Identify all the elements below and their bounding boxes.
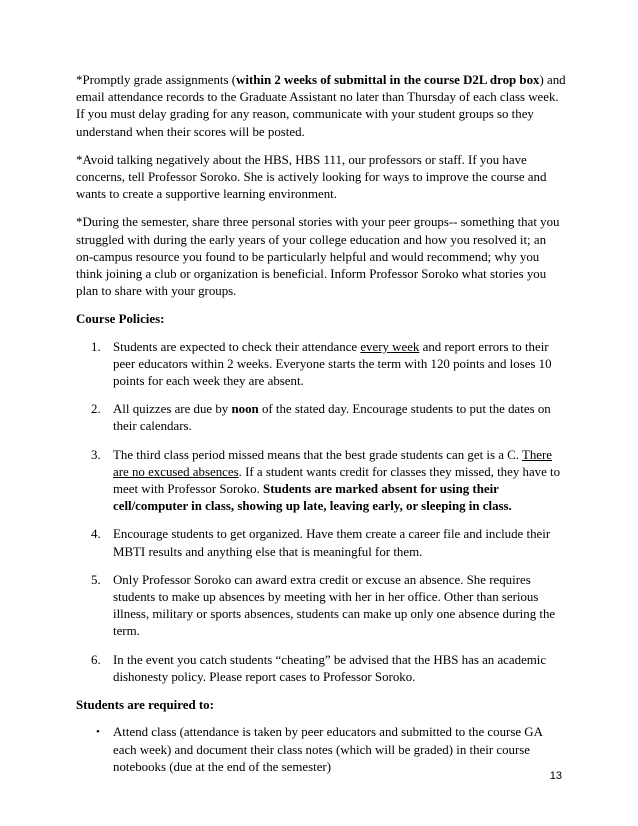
policy-text: All quizzes are due by	[113, 402, 232, 417]
policy-number: 3.	[91, 447, 101, 462]
policy-text: Only Professor Soroko can award extra credit or excuse an absence. She requires students to make up absences by meeting with her in her office. Other than serious illness, military or sports absences, students can make up only one absence during the term.	[113, 572, 556, 639]
students-required-heading: Students are required to:	[76, 698, 214, 713]
policy-text: Students are expected to check their attendance	[113, 339, 361, 354]
policy-text: . If a student wants credit for classes they missed, they have to meet with Professor Soroko.	[113, 464, 561, 497]
policy-number: 5.	[91, 572, 101, 587]
policy-item-3	[76, 447, 566, 516]
policy-number: 1.	[91, 339, 101, 354]
grading-text-end: ) and email attendance records to the Graduate Assistant no later than Thursday of each class week. If you must delay grading for any reason, communicate with your student groups so they understand when their scores will be posted.	[76, 73, 566, 139]
grading-deadline-bold: within 2 weeks of submittal in the course D2L drop box	[236, 73, 540, 87]
policy-number: 4.	[91, 527, 101, 542]
course-policies-list	[76, 339, 566, 686]
policy-number: 2.	[91, 402, 101, 417]
policy-text: of the stated day. Encourage students to put the dates on their calendars.	[113, 402, 551, 434]
policy-text: and report errors to their peer educators within 2 weeks. Everyone starts the term with 120 points and loses 10 points for each week they are absent.	[113, 339, 552, 389]
policy-underlined-text: every week	[360, 339, 420, 354]
policy-text: The third class period missed means that the best grade students can get is a C.	[113, 447, 522, 462]
policy-item-4	[76, 526, 566, 560]
document-page	[76, 72, 566, 776]
paragraph-personal-stories: *During the semester, share three personal stories with your peer groups-- something that you struggled with during the early years of your college education and how you resolved it; an on-campus resource you found to be particularly helpful and would recommend; why you think joining a club or organization is beneficial. Inform Professor Soroko what stories you plan to share with your groups.	[76, 215, 560, 299]
grading-text-start: *Promptly grade assignments (	[76, 73, 237, 87]
policy-number: 6.	[91, 652, 101, 667]
paragraph-grading	[76, 72, 566, 141]
required-item-text: Attend class (attendance is taken by peer educators and submitted to the course GA each week) and document their class notes (which will be graded) in their course notebooks (due at the end of the semester)	[113, 725, 543, 774]
required-item-1	[76, 724, 566, 776]
course-policies-heading: Course Policies:	[76, 312, 165, 327]
policy-underlined-text: There are no excused absences	[113, 447, 553, 479]
policy-item-5	[76, 572, 566, 641]
policy-bold-text: Students are marked absent for using their cell/computer in class, showing up late, leaving early, or sleeping in class.	[113, 482, 512, 514]
bullet-icon: •	[96, 726, 100, 739]
policy-bold-text: noon	[231, 402, 259, 417]
policy-text: In the event you catch students “cheating” be advised that the HBS has an academic dishonesty policy. Please report cases to Professor Soroko.	[113, 652, 547, 684]
policy-item-2	[76, 401, 566, 435]
policy-text: Encourage students to get organized. Have them create a career file and include their MBTI results and anything else that is meaningful for them.	[113, 527, 551, 559]
paragraph-avoid-negative: *Avoid talking negatively about the HBS, HBS 111, our professors or staff. If you have concerns, tell Professor Soroko. She is actively looking for ways to improve the course and wants to create a supportive learning environment.	[76, 152, 547, 202]
page-number: 13	[549, 770, 562, 782]
policy-item-1	[76, 339, 566, 391]
policy-item-6	[76, 652, 566, 686]
